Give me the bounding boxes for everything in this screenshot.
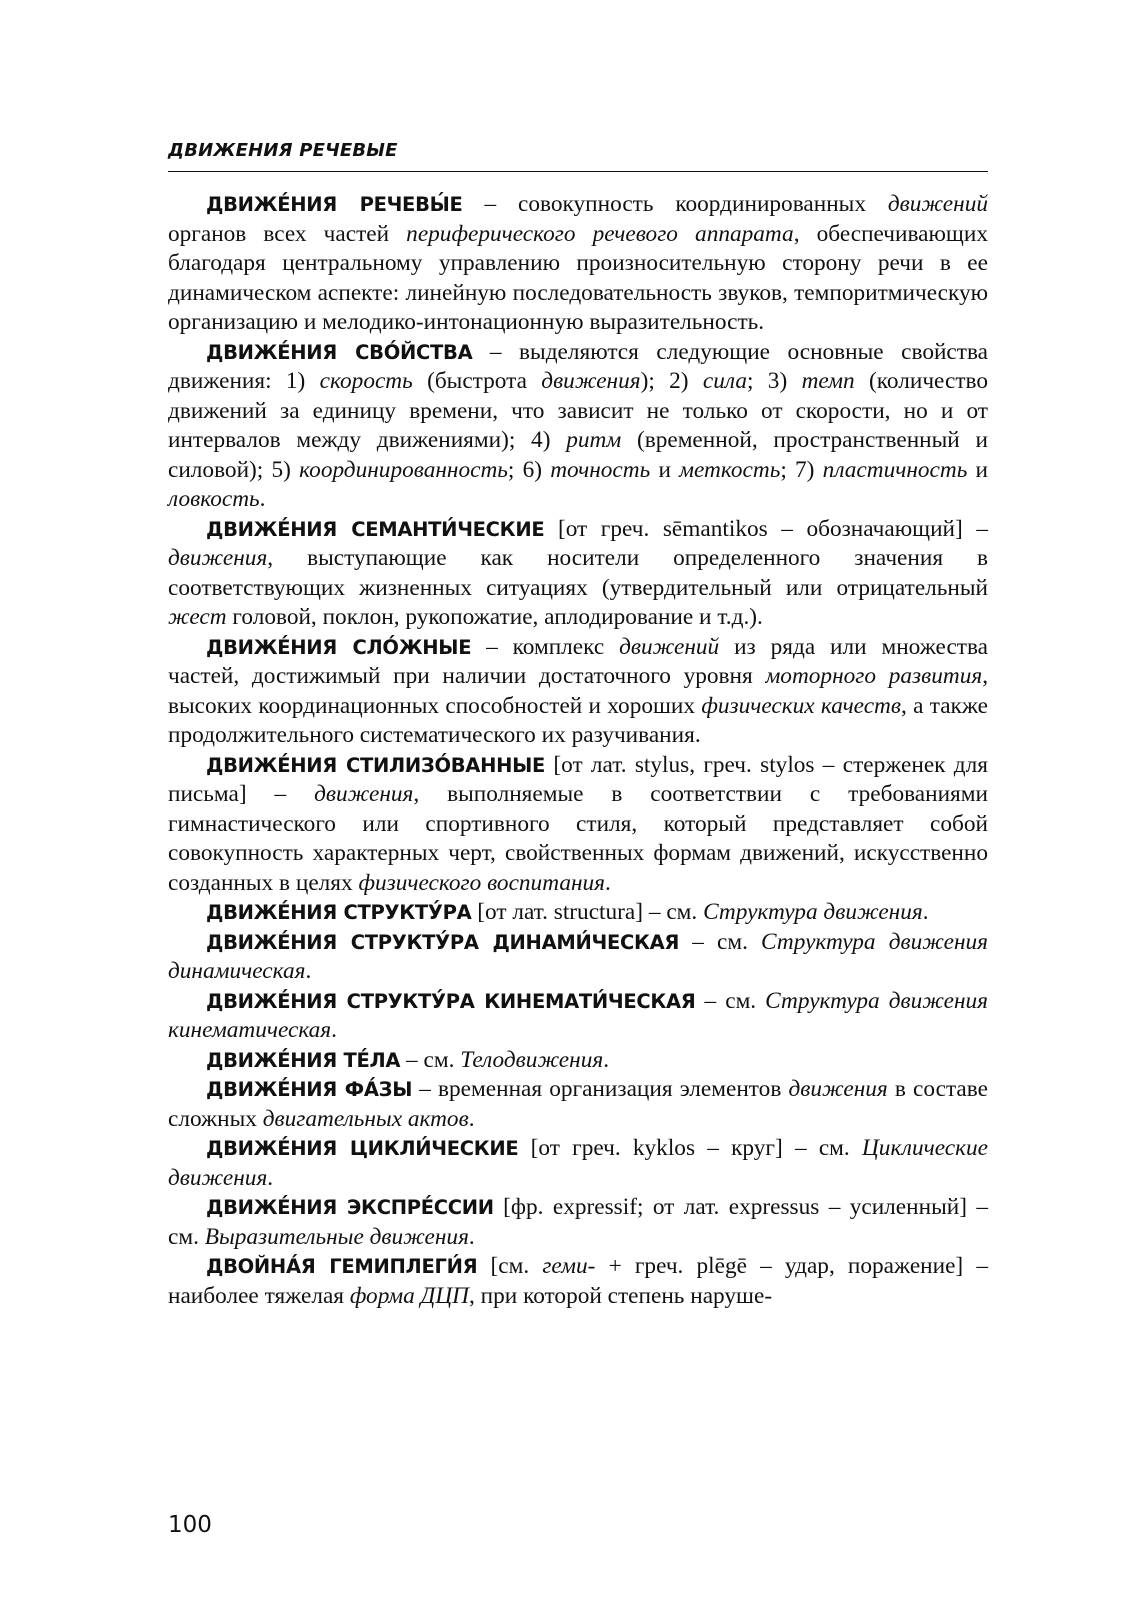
definition-text: (временной, пространственный и силовой); 5) [168,427,988,483]
definition-text: ; 6) [507,456,551,483]
definition-text: в составе сложных [168,1076,988,1132]
definition-text: [от лат. structura] – см. [471,899,704,925]
definition-text: головой, поклон, рукопожатие, аплодирование и т.д.). [226,604,763,630]
dictionary-entry [168,1046,988,1076]
entry-term: ДВИЖЕ́НИЯ СЛО́ЖНЫЕ [206,635,472,659]
entries-column [168,190,988,1311]
running-head: ДВИЖЕНИЯ РЕЧЕВЫЕ [168,140,398,161]
definition-text: органов всех частей [168,220,407,247]
definition-text: , а также продолжительного систематического их разучивания. [168,692,988,748]
dictionary-entry [168,1075,988,1134]
dictionary-entry [168,751,988,899]
definition-text: . [922,899,929,925]
dictionary-entry [168,338,988,515]
cross-reference-italic: Структура движения динамическая [168,928,988,984]
definition-text: , при которой степень наруше- [469,1282,773,1309]
definition-text: ); 2) [640,368,703,394]
definition-text: [от лат. stylus, греч. stylos – стерженек для письма] – [168,751,988,807]
dictionary-entry [168,190,988,338]
definition-text: ; 7) [780,456,823,483]
entry-term: ДВИЖЕ́НИЯ РЕЧЕВЫ́Е [206,193,463,216]
cross-reference-italic: жест [168,604,227,630]
entry-term: ДВИЖЕ́НИЯ ЦИКЛИ́ЧЕСКИЕ [206,1137,519,1160]
entry-term: ДВИЖЕ́НИЯ ЭКСПРЕ́ССИИ [206,1196,494,1219]
entry-term: ДВИЖЕ́НИЯ СВО́ЙСТВА [206,340,473,364]
definition-text: из ряда или множества частей, достижимый при наличии достаточного уровня [168,633,989,689]
cross-reference-italic: физического воспитания [358,869,606,896]
entry-term: ДВИЖЕ́НИЯ СТИЛИЗО́ВАННЫЕ [206,753,546,777]
definition-text: , выполняемые в соответствии с требованиями гимнастического или спортивного стиля, который представляет собой совокупность характерных черт, свойственных формам движений, искусственно созданных в целях [168,781,988,896]
definition-text: – см. [695,987,766,1014]
definition-text: , выступающие как носители определенного значения в соответствующих жизненных ситуациях (утвердительный или отрицательный [168,545,988,601]
definition-text: – см. [400,1046,461,1073]
cross-reference-italic: Выразительные движения [204,1223,469,1250]
dictionary-entry [168,1193,988,1252]
cross-reference-italic: движения [314,781,414,807]
cross-reference-italic: геми- [542,1253,596,1279]
cross-reference-italic: сила [702,368,747,394]
cross-reference-italic: форма ДЦП [349,1282,470,1309]
definition-text: ; 3) [747,368,802,394]
header-rule [168,171,988,172]
cross-reference-italic: ловкость [168,486,260,512]
definition-text: – комплекс [471,633,620,660]
definition-text: . [305,958,312,984]
definition-text: [от греч. kyklos – круг] – см. [518,1135,862,1161]
cross-reference-italic: точность [550,456,651,483]
definition-text: и [650,456,680,483]
definition-text: . [267,1164,274,1191]
definition-text: . [603,1046,610,1073]
definition-text: – временная организация элементов [412,1076,789,1102]
cross-reference-italic: двигательных актов [262,1105,469,1132]
entry-term: ДВОЙНА́Я ГЕМИПЛЕГИ́Я [206,1255,478,1278]
definition-text: – совокупность координированных [462,191,888,217]
dictionary-entry [168,633,988,751]
entry-term: ДВИЖЕ́НИЯ СТРУКТУ́РА КИНЕМАТИ́ЧЕСКАЯ [206,989,696,1013]
definition-text: [фр. expressif; от лат. expressus – усиленный] – см. [168,1194,988,1250]
cross-reference-italic: координированность [299,456,508,483]
definition-text: . [605,869,611,896]
definition-text: + греч. plēgē – удар, поражение] – наиболее тяжелая [168,1253,988,1309]
dictionary-entry [168,1252,988,1311]
page-number: 100 [168,1512,212,1538]
definition-text: – выделяются следующие основные свойства движения: 1) [168,338,988,394]
entry-term: ДВИЖЕ́НИЯ ТЕ́ЛА [206,1048,401,1072]
cross-reference-italic: скорость [319,368,413,394]
dictionary-entry [168,1134,988,1193]
cross-reference-italic: Телодвижения [460,1046,604,1073]
cross-reference-italic: движений [887,191,988,217]
cross-reference-italic: темп [801,368,855,394]
cross-reference-italic: пластичность [822,456,968,483]
dictionary-entry [168,987,988,1046]
cross-reference-italic: периферического речевого аппарата [406,220,794,247]
cross-reference-italic: движений [619,633,720,660]
definition-text: , обеспечивающих благодаря центральному управлению произносительную сторону речи в ее динамическом аспекте: линейную последовательность звуков, темпоритмическую организацию и мелодико-интонационную выразительность. [168,220,988,335]
cross-reference-italic: Структура движения [703,899,923,925]
definition-text: . [468,1223,475,1250]
cross-reference-italic: движения [788,1076,888,1102]
definition-text: (быстрота [412,368,542,394]
cross-reference-italic: движения [541,368,641,394]
entry-term: ДВИЖЕ́НИЯ СТРУКТУ́РА [206,901,472,924]
dictionary-entry [168,515,988,633]
dictionary-entry [168,928,988,987]
definition-text: . [331,1017,337,1043]
cross-reference-italic: моторного развития [765,663,983,689]
definition-text: (количество движений за единицу времени, что зависит не только от скорости, но и от интервалов между движениями); 4) [168,368,988,453]
cross-reference-italic: Структура движения кинематическая [168,987,989,1043]
entry-term: ДВИЖЕ́НИЯ ФА́ЗЫ [206,1078,413,1101]
entry-term: ДВИЖЕ́НИЯ СЕМАНТИ́ЧЕСКИЕ [206,517,545,541]
cross-reference-italic: движения [168,545,268,571]
definition-text: – см. [679,928,762,955]
definition-text: , высоких координационных способностей и хороших [168,663,989,719]
cross-reference-italic: Циклические движения [168,1135,988,1191]
dictionary-entry [168,898,988,928]
definition-text: . [259,486,266,512]
cross-reference-italic: меткость [679,456,781,483]
entry-term: ДВИЖЕ́НИЯ СТРУКТУ́РА ДИНАМИ́ЧЕСКАЯ [206,930,680,954]
cross-reference-italic: ритм [566,427,622,453]
cross-reference-italic: физических качеств [701,692,901,719]
definition-text: . [468,1105,475,1132]
definition-text: и [967,456,989,483]
definition-text: [от греч. sēmantikos – обозначающий] – [544,515,988,542]
definition-text: [см. [477,1253,543,1279]
